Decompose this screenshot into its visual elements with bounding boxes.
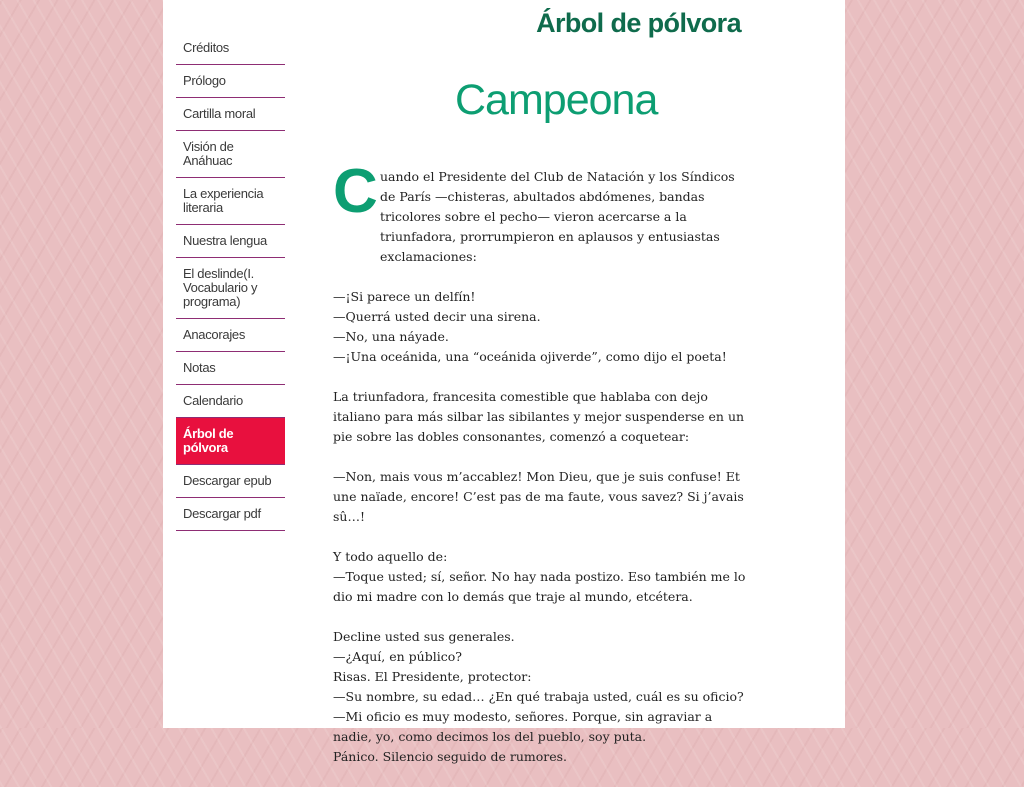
paragraph [333,547,753,607]
paragraph-line: Risas. El Presidente, protector: [333,669,532,684]
first-paragraph [333,157,753,267]
paragraph [333,287,753,367]
sidebar-item-2[interactable]: Cartilla moral [176,98,285,131]
paragraph-line: —¿Aquí, en público? [333,649,462,664]
sidebar-item-11[interactable]: Descargar epub [176,465,285,498]
paragraph [333,467,753,527]
paragraph-line: Decline usted sus generales. [333,629,515,644]
sidebar-item-0[interactable]: Créditos [176,32,285,65]
paragraph-line: Y todo aquello de: [333,549,448,564]
paragraph [333,627,753,767]
paragraph-line: —Mi oficio es muy modesto, señores. Porque, sin agraviar a nadie, yo, como decimos los del pueblo, soy puta. [333,709,713,744]
sidebar-item-9[interactable]: Calendario [176,385,285,418]
paragraphs [333,287,753,767]
sidebar-item-5[interactable]: Nuestra lengua [176,225,285,258]
paragraph-line: —Su nombre, su edad… ¿En qué trabaja usted, cuál es su oficio? [333,689,744,704]
chapter-content [333,157,753,787]
sidebar-item-6[interactable]: El deslinde(I. Vocabulario y programa) [176,258,285,319]
chapter-title: Campeona [455,76,658,124]
sidebar-item-7[interactable]: Anacorajes [176,319,285,352]
paragraph-line: —¡Una oceánida, una “oceánida ojiverde”, como dijo el poeta! [333,349,727,364]
paragraph-line: —No, una náyade. [333,329,449,344]
sidebar-item-3[interactable]: Visión de Anáhuac [176,131,285,178]
sidebar-item-1[interactable]: Prólogo [176,65,285,98]
sidebar-item-10[interactable]: Árbol de pólvora [176,418,285,465]
book-title: Árbol de pólvora [536,8,741,38]
paragraph-line: —Toque usted; sí, señor. No hay nada postizo. Eso también me lo dio mi madre con lo demás que traje al mundo, etcétera. [333,569,746,604]
paragraph-line: —Non, mais vous m’accablez! Mon Dieu, que je suis confuse! Et une naïade, encore! C’est pas de ma faute, vous savez? Si j’avais sû…! [333,469,744,524]
sidebar-item-12[interactable]: Descargar pdf [176,498,285,531]
page [163,0,845,764]
paragraph [333,387,753,447]
sidebar-item-4[interactable]: La experiencia literaria [176,178,285,225]
sidebar-nav [176,32,285,531]
paragraph-line: —Querrá usted decir una sirena. [333,309,541,324]
sidebar-item-8[interactable]: Notas [176,352,285,385]
first-paragraph-text: uando el Presidente del Club de Natación y los Síndicos de París —chisteras, abultados abdómenes, bandas tricolores sobre el pecho— vieron acercarse a la triunfadora, prorrumpieron en aplausos y entusiastas exclamaciones: [380,169,735,264]
paragraph-line: —¡Si parece un delfín! [333,289,476,304]
drop-cap: C [333,157,378,226]
paragraph-line: Pánico. Silencio seguido de rumores. [333,749,568,764]
paragraph-line: La triunfadora, francesita comestible que hablaba con dejo italiano para más silbar las sibilantes y mejor suspenderse en un pie sobre las dobles consonantes, comenzó a coquetear: [333,389,745,444]
